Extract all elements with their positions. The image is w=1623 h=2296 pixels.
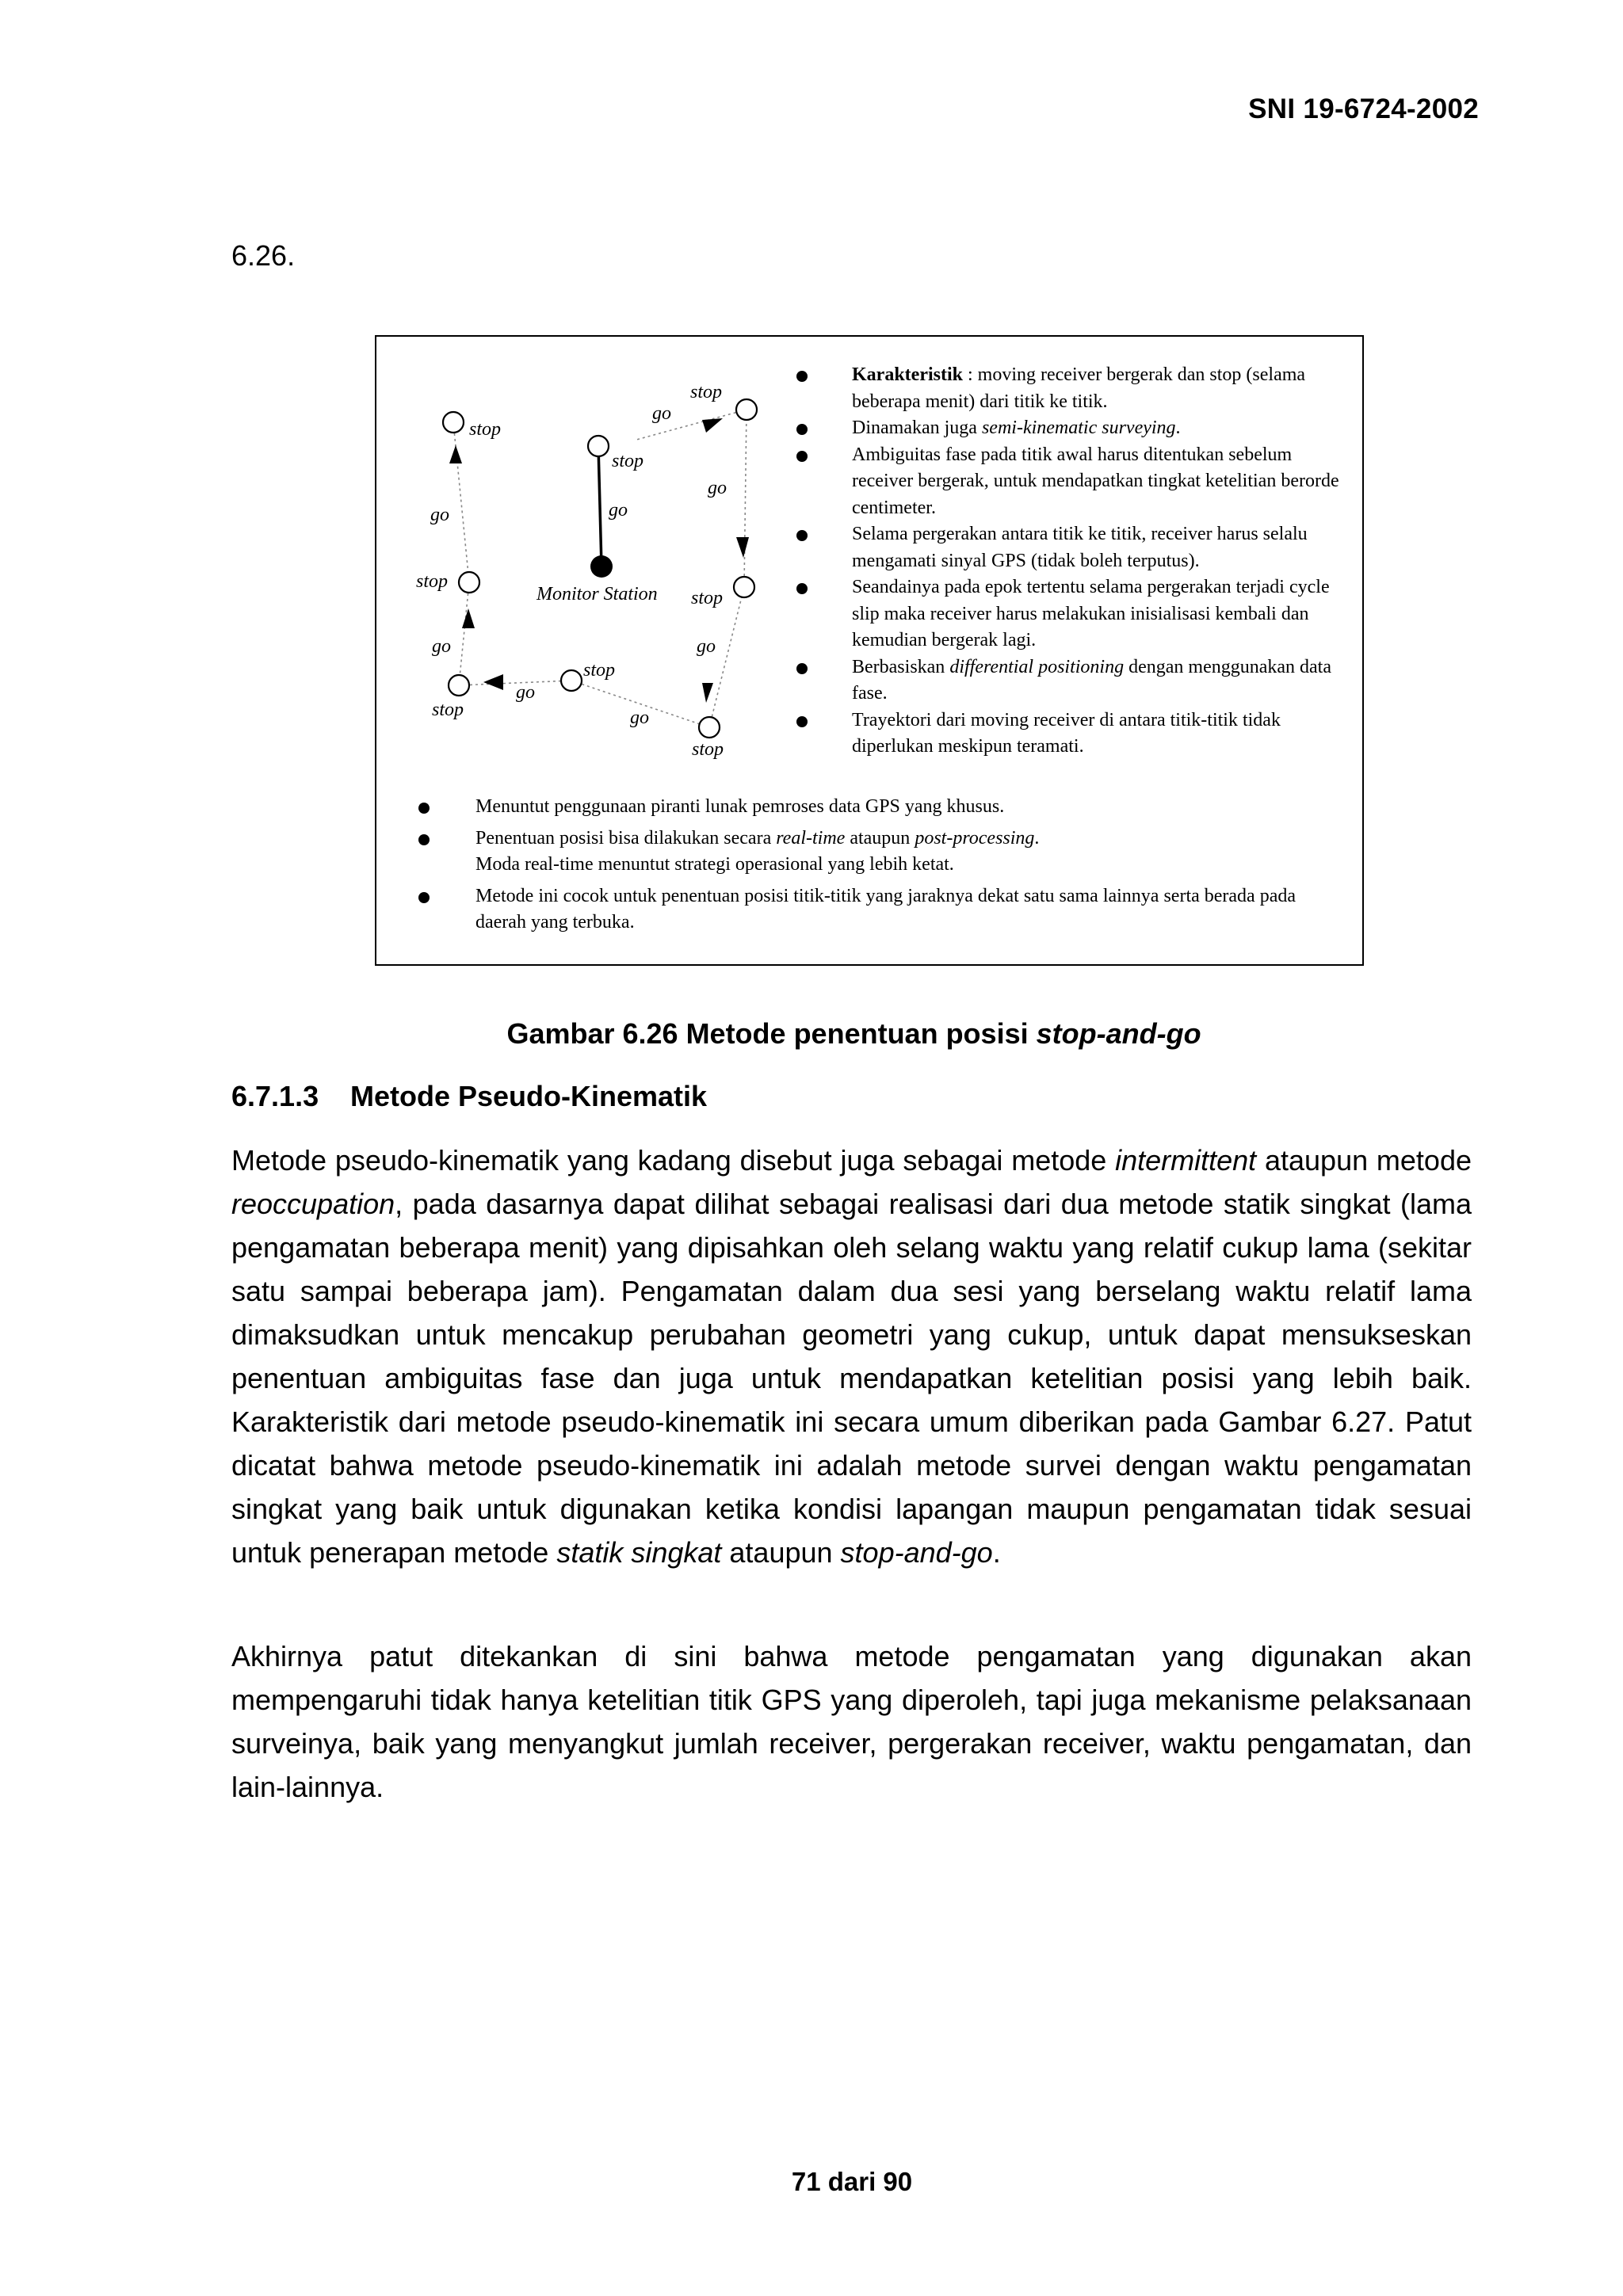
list-item xyxy=(418,794,1330,821)
italic-text: reoccupation xyxy=(231,1188,395,1220)
station-circle xyxy=(449,675,469,696)
arrow-down-icon xyxy=(736,537,749,558)
arrow-up-icon xyxy=(449,445,462,463)
italic-text: real-time xyxy=(776,827,846,849)
label-stop: stop xyxy=(692,739,724,760)
list-item xyxy=(418,883,1330,936)
italic-text: post-processing xyxy=(915,827,1035,849)
station-circle xyxy=(459,572,479,593)
bold-text: Karakteristik xyxy=(852,364,963,385)
label-go: go xyxy=(430,505,449,525)
list-item xyxy=(796,654,1351,707)
list-item xyxy=(796,574,1351,654)
label-monitor-station: Monitor Station xyxy=(537,584,658,605)
list-item xyxy=(796,521,1351,574)
text-run: , pada dasarnya dapat dilihat sebagai realisasi dari dua metode statik singkat (lama pengamatan beberapa menit) yang dipisahkan oleh selang waktu yang relatif cukup lama (sekitar satu sampai beberapa jam). Pengamatan dalam dua sesi yang berselang waktu relatif lama dimaksudkan untuk mencakup perubahan geometri yang cukup, untuk dapat mensukseskan penentuan ambiguitas fase dan juga untuk mendapatkan ketelitian posisi yang lebih baik. Karakteristik dari metode pseudo-kinematik ini secara umum diberikan pada Gambar 6.27. Patut dicatat bahwa metode pseudo-kinematik ini adalah metode survei dengan waktu pengamatan singkat yang baik untuk digunakan ketika kondisi lapangan maupun pengamatan tidak sesuai untuk penerapan metode xyxy=(231,1188,1472,1569)
text-run: Dinamakan juga xyxy=(852,418,982,438)
text-run: Selama pergerakan antara titik ke titik, receiver harus selalu mengamati sinyal GPS (tidak boleh terputus). xyxy=(852,524,1308,571)
text-run: Menuntut penggunaan piranti lunak pemroses data GPS yang khusus. xyxy=(475,796,1005,817)
arrow-up-icon xyxy=(462,608,475,628)
arrow-left-icon xyxy=(483,674,503,690)
list-item xyxy=(796,415,1351,442)
text-run: Ambiguitas fase pada titik awal harus ditentukan sebelum receiver bergerak, untuk mendapatkan tingkat ketelitian berorde centimeter. xyxy=(852,444,1339,518)
figure-6-26 xyxy=(375,335,1364,966)
italic-text: differential positioning xyxy=(949,656,1125,677)
text-run: . xyxy=(1034,827,1040,849)
label-go: go xyxy=(609,500,628,521)
station-circle xyxy=(588,436,609,456)
page-number: 71 dari 90 xyxy=(791,2167,913,2196)
label-go: go xyxy=(432,636,451,657)
station-circle xyxy=(561,670,582,691)
list-item xyxy=(796,442,1351,522)
text-run: Trayektori dari moving receiver di antara titik-titik tidak diperlukan meskipun teramati. xyxy=(852,709,1281,757)
italic-text: stop-and-go xyxy=(840,1536,993,1569)
paragraph xyxy=(231,1634,1472,1809)
notes-list xyxy=(418,794,1330,941)
caption-text: Gambar 6.26 Metode penentuan posisi xyxy=(506,1017,1037,1050)
text-run: Berbasiskan xyxy=(852,656,950,677)
station-circle xyxy=(443,412,464,433)
label-stop: stop xyxy=(690,382,723,402)
diagram-labels xyxy=(416,382,727,760)
italic-text: semi-kinematic surveying xyxy=(981,418,1176,438)
label-stop: stop xyxy=(432,700,464,720)
label-go: go xyxy=(630,707,649,728)
text-run: dengan menggunakan data fase. xyxy=(852,656,1331,704)
label-go: go xyxy=(652,403,671,424)
station-circle xyxy=(699,717,720,738)
text-run: : moving receiver bergerak dan stop (selama beberapa menit) dari titik ke titik. xyxy=(852,364,1306,412)
document-code: SNI 19-6724-2002 xyxy=(1248,93,1479,124)
text-run: . xyxy=(1175,418,1181,438)
subsection-number: 6.7.1.3 xyxy=(231,1080,319,1112)
italic-text: statik singkat xyxy=(556,1536,722,1569)
label-go: go xyxy=(516,682,535,703)
list-item xyxy=(796,707,1351,761)
label-stop: stop xyxy=(416,571,449,592)
label-go: go xyxy=(697,636,716,657)
text-run: . xyxy=(992,1536,1001,1569)
text-run: ataupun xyxy=(845,827,915,849)
text-run: ataupun metode xyxy=(1256,1144,1472,1177)
text-run: ataupun xyxy=(721,1536,841,1569)
text-run: Metode pseudo-kinematik yang kadang disebut juga sebagai metode xyxy=(231,1144,1116,1177)
text-run: Moda real-time menuntut strategi operasional yang lebih ketat. xyxy=(475,854,954,875)
label-go: go xyxy=(708,478,727,498)
label-stop: stop xyxy=(469,419,502,440)
text-run: Akhirnya patut ditekankan di sini bahwa metode pengamatan yang digunakan akan mempengaruhi tidak hanya ketelitian titik GPS yang diperoleh, tapi juga mekanisme pelaksanaan surveinya, baik yang menyangkut jumlah receiver, pergerakan receiver, waktu pengamatan, dan lain-lainnya. xyxy=(231,1640,1472,1803)
monitor-station-marker xyxy=(590,555,613,578)
list-item xyxy=(796,362,1351,415)
arrow-right-icon xyxy=(702,418,723,433)
text-run: Penentuan posisi bisa dilakukan secara xyxy=(475,827,777,849)
label-stop: stop xyxy=(691,588,724,608)
station-circle xyxy=(734,577,754,597)
station-circle xyxy=(736,399,757,420)
arrow-down-icon xyxy=(702,683,713,703)
label-stop: stop xyxy=(612,451,644,471)
label-stop: stop xyxy=(583,660,616,681)
section-reference: 6.26. xyxy=(231,239,296,272)
caption-italic: stop-and-go xyxy=(1036,1017,1201,1050)
monitor-link-line xyxy=(598,446,601,566)
paragraph xyxy=(231,1138,1472,1574)
subsection-title: Metode Pseudo-Kinematik xyxy=(350,1080,708,1112)
characteristics-list xyxy=(796,362,1351,761)
italic-text: intermittent xyxy=(1115,1144,1257,1177)
subsection-heading xyxy=(231,1080,707,1113)
text-run: Metode ini cocok untuk penentuan posisi titik-titik yang jaraknya dekat satu sama lainnya serta berada pada daerah yang terbuka. xyxy=(475,885,1296,933)
list-item xyxy=(418,826,1330,879)
text-run: Seandainya pada epok tertentu selama pergerakan terjadi cycle slip maka receiver harus melakukan inisialisasi kembali dan kemudian bergerak lagi. xyxy=(852,577,1330,650)
figure-caption xyxy=(0,1017,1623,1051)
